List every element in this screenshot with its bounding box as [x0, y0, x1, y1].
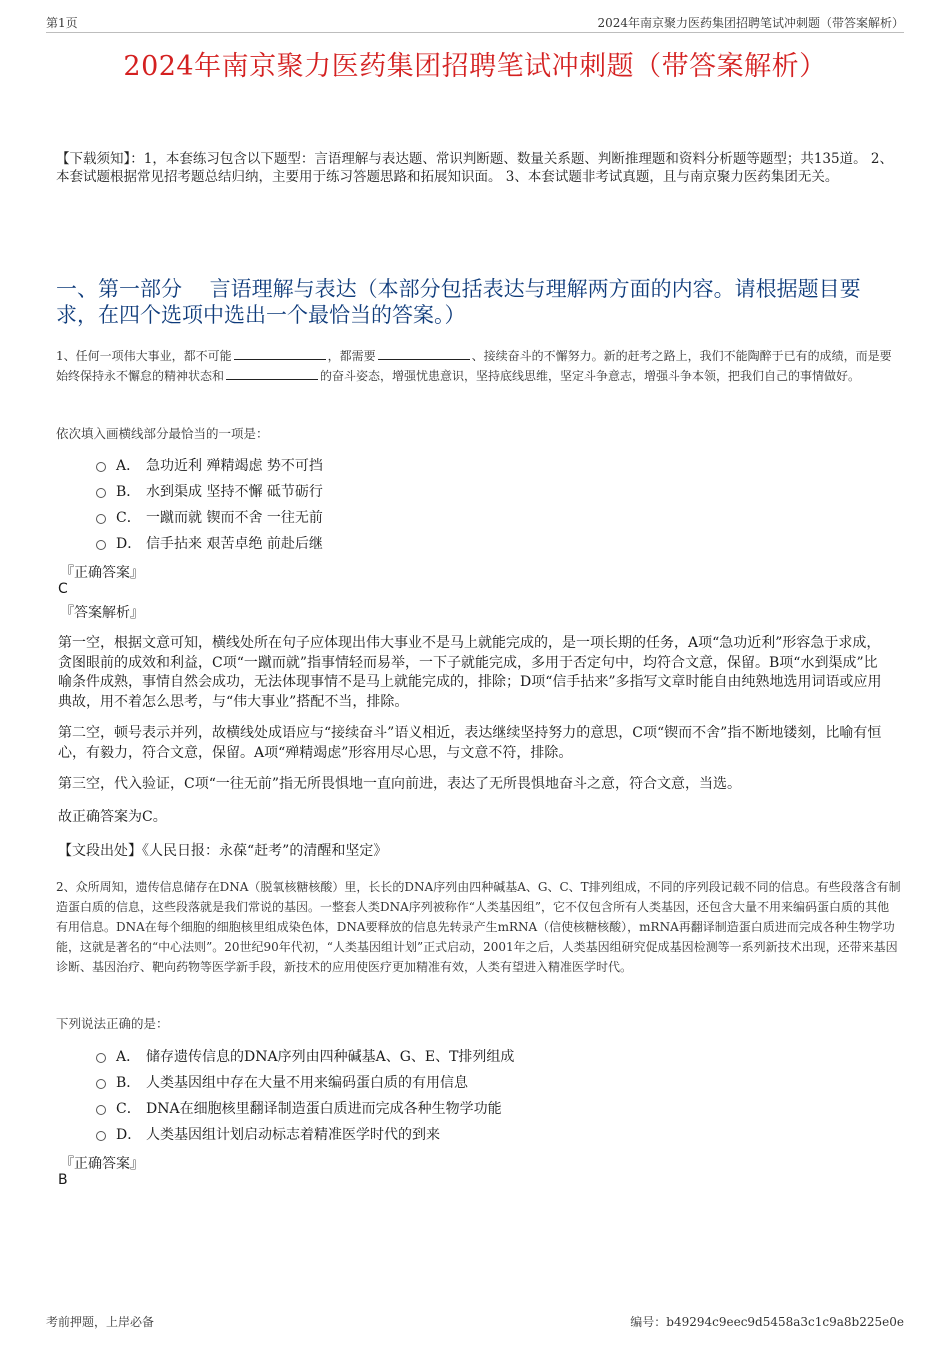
analysis-paragraph: 第一空，根据文意可知，横线处所在句子应体现出伟大事业不是马上就能完成的，是一项长期的任务，A项“急功近利”形容急于求成，贪图眼前的成效和利益，C项“一蹴而就”指事情轻而易举，一下子就能完成，多用于否定句中，均符合文意，保留。B项“水到渠成”比喻条件成熟，事情自然会成功，无法体现事情不是马上就能完成的，排除；D项“信手拈来”多指写文章时能自由纯熟地选用词语或应用典故，用不着怎么思考，与“伟大事业”搭配不当，排除。 [58, 635, 882, 710]
option-a[interactable]: A． 储存遗传信息的DNA序列由四种碱基A、G、E、T排列组成 [96, 1043, 856, 1069]
analysis-paragraph: 第二空，顿号表示并列，故横线处成语应与“接续奋斗”语义相近，表达继续坚持努力的意思，C项“锲而不舍”指不断地镂刻，比喻有恒心，有毅力，符合文意，保留。A项“殚精竭虑”形容用尽心思，与文意不符，排除。 [58, 725, 882, 761]
document-title: 2024年南京聚力医药集团招聘笔试冲刺题（带答案解析） [123, 51, 827, 82]
question-1-stem: 1、任何一项伟大事业，都不可能 ，都需要 、接续奋斗的不懈努力。新的赶考之路上，我们不能陶醉于已有的成绩，而是要始终保持永不懈怠的精神状态和 的奋斗姿态，增强忧患意识，坚持底线思维，坚定斗争意志，增强斗争本领，把我们自己的事情做好。 [56, 349, 892, 383]
radio-icon[interactable] [96, 1079, 106, 1089]
question-2-prompt: 下列说法正确的是： [56, 1016, 169, 1031]
header-doc-title: 2024年南京聚力医药集团招聘笔试冲刺题（带答案解析） [597, 16, 904, 30]
blank-line [226, 367, 318, 380]
option-b[interactable]: B． 人类基因组中存在大量不用来编码蛋白质的有用信息 [96, 1069, 856, 1095]
radio-icon[interactable] [96, 514, 106, 524]
question-2-options [96, 1043, 856, 1147]
section-heading: 一、第一部分 言语理解与表达（本部分包括表达与理解两方面的内容。请根据题目要求，在四个选项中选出一个最恰当的答案。） [56, 277, 861, 327]
radio-icon[interactable] [96, 1053, 106, 1063]
question-2-stem: 2、众所周知，遗传信息储存在DNA（脱氧核糖核酸）里，长长的DNA序列由四种碱基A、G、C、T排列组成，不同的序列段记载不同的信息。有些段落含有制造蛋白质的信息，这些段落就是我们常说的基因。一整套人类DNA序列被称作“人类基因组”，它不仅包含所有人类基因，还包含大量不用来编码蛋白质的其他有用信息。DNA在每个细胞的细胞核里组成染色体，DNA要释放的信息先转录产生mRNA（信使核糖核酸），mRNA再翻译制造蛋白质进而完成各种生物学功能，这就是著名的“中心法则”。20世纪90年代初，“人类基因组计划”正式启动，2001年之后，人类基因组研究促成基因检测等一系列新技术出现，还带来基因诊断、基因治疗、靶向药物等医学新手段，新技术的应用使医疗更加精准有效，人类有望进入精准医学时代。 [56, 880, 901, 974]
download-notice: 【下载须知】：1，本套练习包含以下题型：言语理解与表达题、常识判断题、数量关系题、判断推理题和资料分析题等题型；共135道。 2、本套试题根据常见招考题总结归纳，主要用于练习答题思路和拓展知识面。 3、本套试题非考试真题，且与南京聚力医药集团无关。 [56, 151, 893, 185]
option-c[interactable]: C． 一蹴而就 锲而不舍 一往无前 [96, 504, 856, 530]
analysis-paragraph: 第三空，代入验证，C项“一往无前”指无所畏惧地一直向前进，表达了无所畏惧地奋斗之意，符合文意，当选。 [58, 776, 742, 792]
analysis-conclusion: 故正确答案为C。 [58, 809, 167, 825]
option-b[interactable]: B． 水到渠成 坚持不懈 砥节砺行 [96, 478, 856, 504]
page-number: 第1页 [46, 16, 78, 30]
footer-serial: 编号：b49294c9eec9d5458a3c1c9a8b225e0e [630, 1315, 904, 1329]
radio-icon[interactable] [96, 1131, 106, 1141]
question-1-options [96, 452, 856, 556]
question-1-prompt: 依次填入画横线部分最恰当的一项是： [56, 426, 269, 441]
option-d[interactable]: D． 信手拈来 艰苦卓绝 前赴后继 [96, 530, 856, 556]
correct-answer: C [58, 581, 68, 597]
radio-icon[interactable] [96, 488, 106, 498]
radio-icon[interactable] [96, 1105, 106, 1115]
answer-label: 『正确答案』 [60, 565, 144, 581]
option-a[interactable]: A． 急功近利 殚精竭虑 势不可挡 [96, 452, 856, 478]
option-d[interactable]: D． 人类基因组计划启动标志着精准医学时代的到来 [96, 1121, 856, 1147]
answer-label: 『正确答案』 [60, 1156, 144, 1172]
blank-line [378, 347, 470, 360]
source-citation: 【文段出处】《人民日报：永葆“赶考”的清醒和坚定》 [58, 843, 388, 859]
radio-icon[interactable] [96, 462, 106, 472]
radio-icon[interactable] [96, 540, 106, 550]
page-header [46, 14, 904, 33]
analysis-label: 『答案解析』 [60, 605, 144, 621]
footer-slogan: 考前押题，上岸必备 [46, 1315, 155, 1329]
correct-answer: B [58, 1172, 68, 1188]
blank-line [234, 347, 326, 360]
option-c[interactable]: C． DNA在细胞核里翻译制造蛋白质进而完成各种生物学功能 [96, 1095, 856, 1121]
